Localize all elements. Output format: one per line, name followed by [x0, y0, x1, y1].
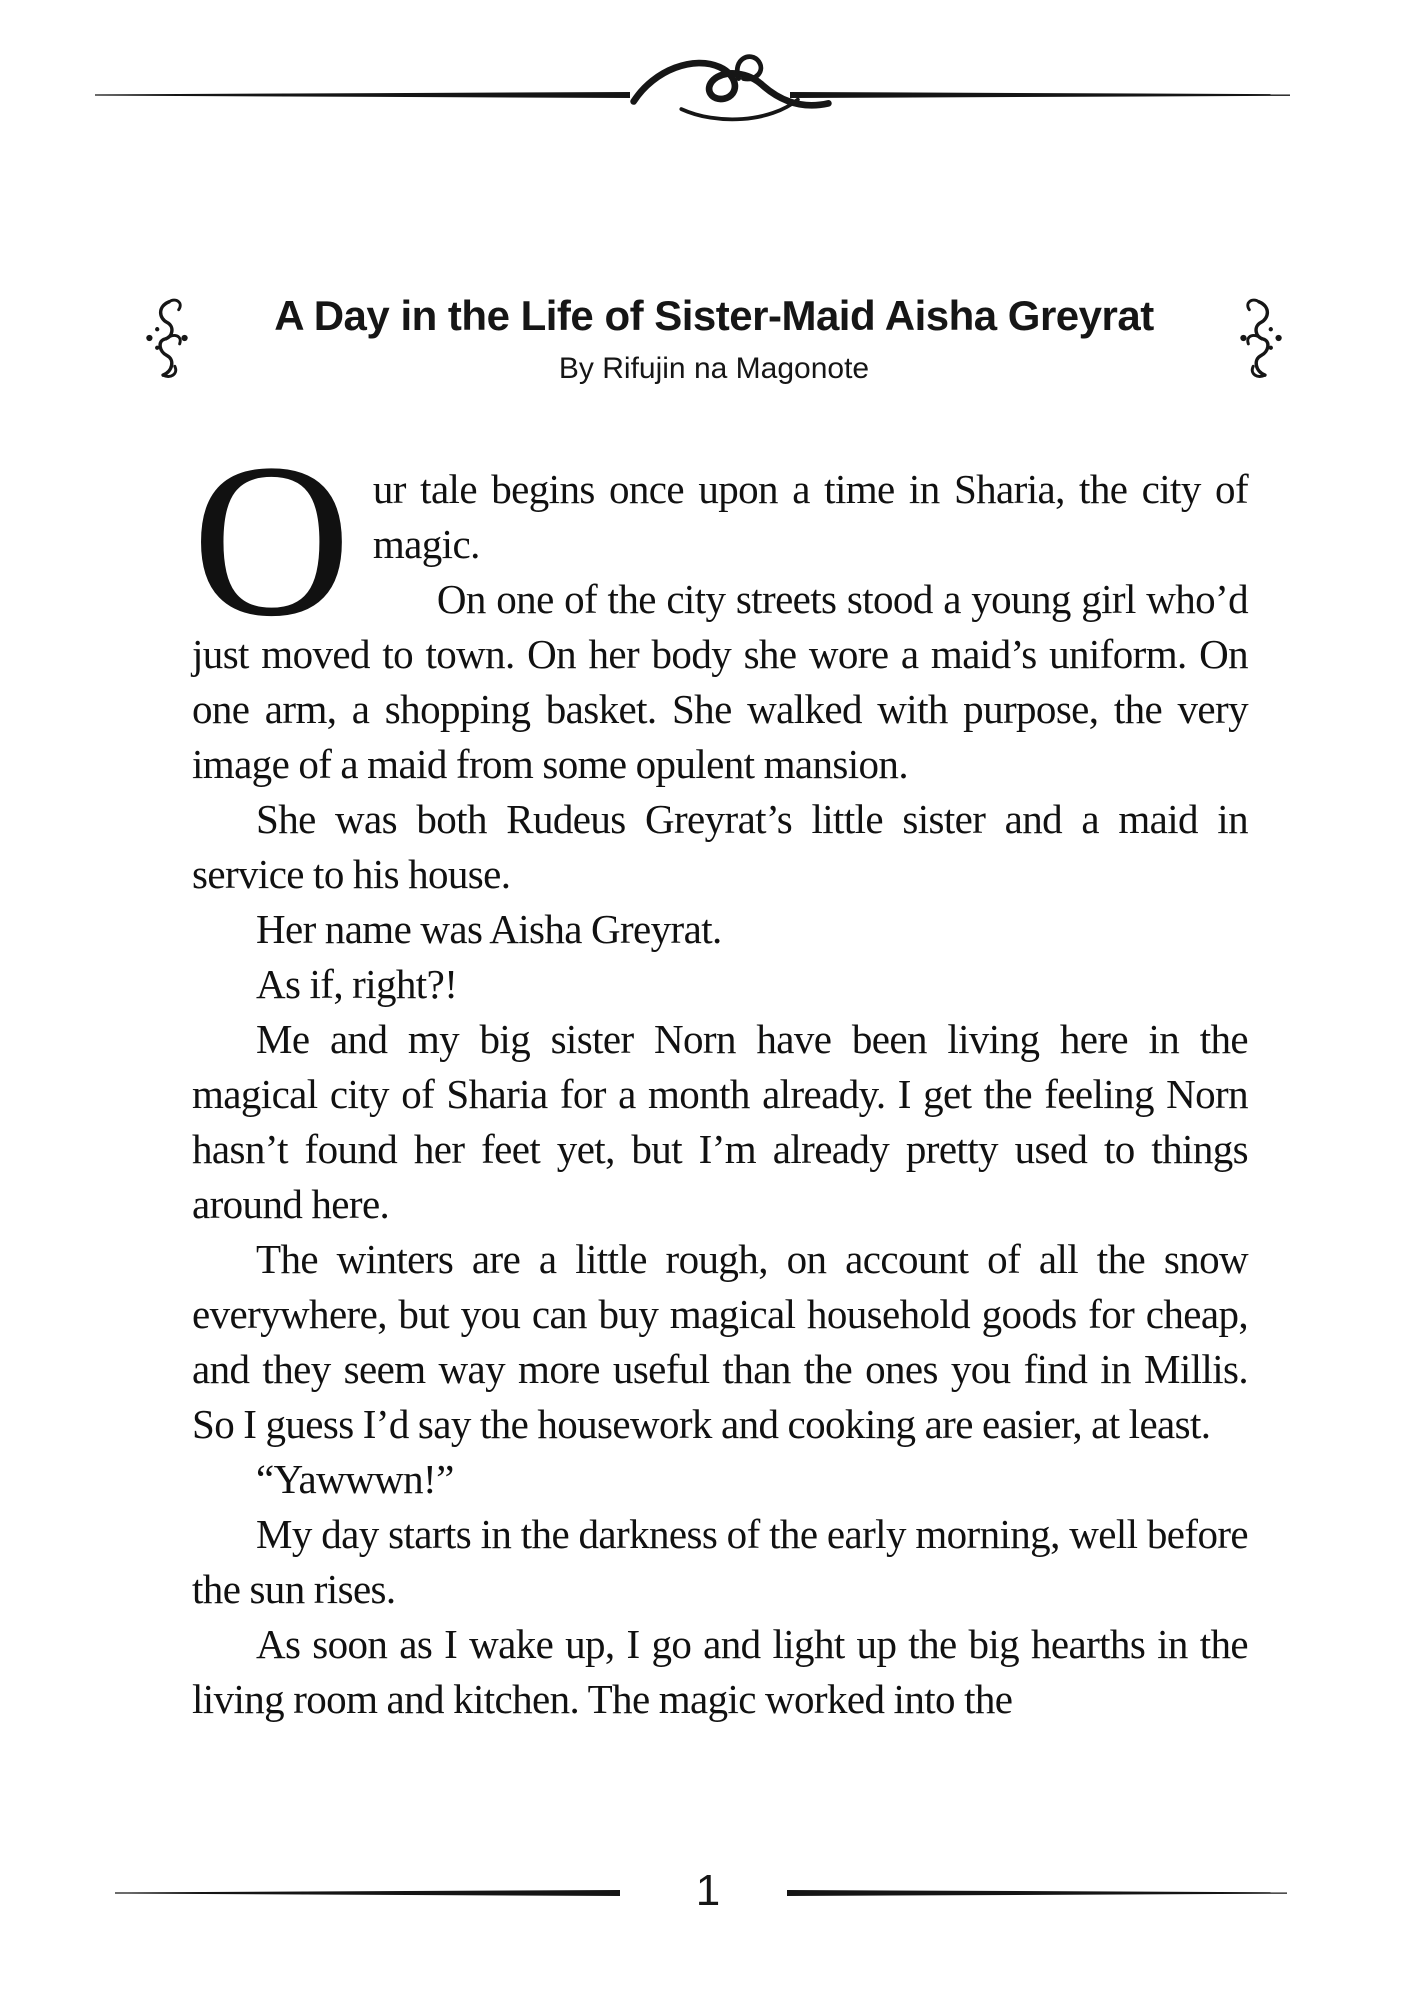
paragraph: “Yawwwn!”: [256, 1456, 454, 1502]
footer-divider-right-rule: [787, 1890, 1287, 1896]
header-divider-left-rule: [95, 92, 630, 98]
paragraph: Her name was Aisha Greyrat.: [256, 906, 722, 952]
floral-fleuron-right-icon: [1239, 296, 1285, 380]
calligraphic-swirl-icon: [626, 48, 836, 132]
opening-paragraph: [192, 418, 1248, 662]
paragraph: The winters are a little rough, on account of all the snow everywhere, but you can buy magical household goods for cheap, and they seem way more useful than the ones you find in Millis. So I guess I’d say the housework and cooking are easier, at least.: [192, 1236, 1248, 1447]
title-block: [143, 294, 1285, 386]
page-number: 1: [695, 1866, 721, 1915]
header-divider-right-rule: [790, 92, 1290, 98]
paragraph: On one of the city streets stood a young girl who’d just moved to town. On her body she wore a maid’s uniform. On one arm, a shopping basket. She walked with purpose, the very image of a maid from some opulent mansion.: [192, 576, 1248, 787]
body-paragraphs: [192, 572, 1248, 1727]
opening-paragraph-text: ur tale begins once upon a time in Sharia, the city of magic.: [372, 466, 1248, 567]
footer-divider-left-rule: [115, 1890, 620, 1896]
title-center: [189, 294, 1239, 386]
body-text: [192, 418, 1248, 1727]
paragraph: As soon as I wake up, I go and light up the big hearths in the living room and kitchen. The magic worked into the: [192, 1621, 1248, 1722]
chapter-byline: By Rifujin na Magonote: [558, 352, 870, 386]
chapter-title: A Day in the Life of Sister-Maid Aisha Greyrat: [274, 292, 1154, 339]
paragraph: Me and my big sister Norn have been living here in the magical city of Sharia for a month already. I get the feeling Norn hasn’t found her feet yet, but I’m already pretty used to things around here.: [192, 1016, 1248, 1227]
paragraph: As if, right?!: [256, 961, 458, 1007]
paragraph: My day starts in the darkness of the early morning, well before the sun rises.: [192, 1511, 1248, 1612]
paragraph: She was both Rudeus Greyrat’s little sister and a maid in service to his house.: [192, 796, 1248, 897]
floral-fleuron-left-icon: [143, 296, 189, 380]
drop-cap: O: [192, 418, 351, 662]
